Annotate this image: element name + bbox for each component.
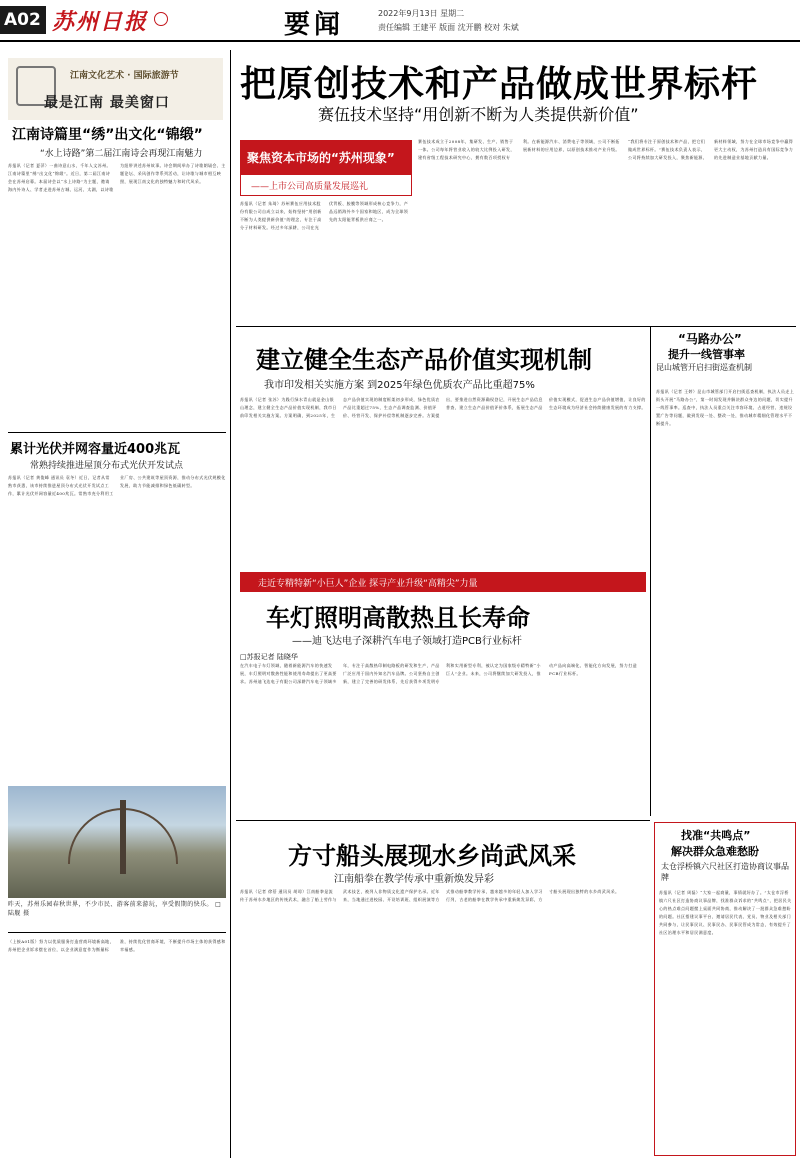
car-subhead: ——迪飞达电子深耕汽车电子领域打造PCB行业标杆 [292, 636, 522, 647]
side-text: 苏报讯（记者 王婷）昆山市城管部门开启扫街巡查机制，执法人员走上街头开展“马路办公”，第一时间发现并解决群众身边的问题，切实提升一线管事率。巡查中，执法人员重点关注市容环境、占道经营、违规设置广告等问题，做到发现一处、整改一处，推动城市精细化管理水平不断提升。 [656, 389, 795, 426]
kicker-subtitle: ——上市公司高质量发展巡礼 [251, 182, 369, 192]
lead-text-c: “我们将专注于原创技术和产品，把它们做成世界标杆。”赛伍技术负责人表示，公司将持续加大研发投入，聚焦新能源、新材料领域，努力在全球市场竞争中赢得更大主动权，为苏州打造具有国际竞争力的先进制造业基地贡献力量。 [628, 139, 794, 160]
continued-body [8, 938, 226, 1156]
car-byline: □苏报记者 陆晓华 [240, 653, 298, 661]
specialist-banner [240, 572, 646, 592]
box-body [659, 889, 793, 1153]
side-subtitle: 提升一线管事率 [668, 348, 745, 361]
lead-rule [236, 326, 796, 327]
story1-subtitle: “水上诗路”第二届江南诗会再现江南魅力 [40, 149, 203, 159]
left-divider-2 [8, 932, 226, 933]
boat-subhead: 江南船拳在教学传承中重新焕发异彩 [334, 874, 494, 885]
masthead-dot [154, 12, 168, 26]
box-subtitle-2: 太仓浮桥镇六尺社区打造协商议事品牌 [661, 862, 789, 882]
editors-line: 责任编辑 王建平 版面 沈开鹏 校对 朱斌 [378, 23, 519, 32]
boat-headline: 方寸船头展现水乡尚武风采 [288, 842, 576, 870]
photo-caption: 昨天，苏州乐园春秋世界，不少市民、游客前来游玩，享受假期的快乐。 [8, 901, 213, 908]
box-text: 苏报讯（记者 周磊）“大家一起商量，事情就好办了。”太仓市浮桥镇六尺社区打造协商议事品牌，找准群众诉求的“共鸣点”，把居民关心的热点难点问题摆上桌面共同协商，推动解决了一批群众急难愁盼的问题。社区搭建议事平台，邀请居民代表、党员、物业及相关部门共同参与，让民事民议、民事民办、民事民管成为常态，有效提升了社区治理水平和居民满意度。 [659, 890, 792, 935]
box-subtitle-1: 解决群众急难愁盼 [671, 845, 759, 858]
story1-body [8, 162, 226, 430]
page-number-block [0, 6, 46, 34]
date-line: 2022年9月13日 星期二 [378, 9, 465, 18]
continued-text: （上接A01版）努力以优质服务打造营商环境新高地，苏州把企业诉求摆在首位，以企业满意度作为衡量标准，持续优化营商环境，不断提升市场主体的获得感和幸福感。 [8, 939, 226, 952]
boat-body [240, 888, 646, 1154]
story2-subtitle: 常熟持续推进屋顶分布式光伏开发试点 [30, 461, 184, 471]
eco-text: 苏报讯（记者 张苏）为践行绿水青山就是金山银山理念，建立健全生态产品价值实现机制，我市日前印发相关实施方案。方案明确，到2025年，生态产品价值实现的制度框架初步形成，绿色优质农产品比重超过75%，生态产品调查监测、价值评价、经营开发、保护补偿等机制逐步完善。方案提出，要推进自然资源确权登记，开展生态产品信息普查，建立生态产品价值评价体系，拓展生态产品价值实现模式，促进生态产品价值增值，让良好的生态环境成为经济社会持续健康发展的有力支撑。 [240, 397, 646, 418]
eco-subhead: 我市印发相关实施方案 到2025年绿色优质农产品比重超75% [264, 380, 535, 391]
masthead-rule [0, 40, 800, 42]
ride-tower [120, 800, 126, 874]
lead-body-b [418, 138, 622, 318]
boat-rule [236, 820, 650, 821]
car-text: 在汽车电子车灯领域，随着新能源汽车的快速发展，车灯照明对散热性能和使用寿命提出了更高要求。苏州迪飞达电子有限公司深耕汽车电子领域多年，专注于高散热印制电路板的研发和生产，产品广泛应用于国内外知名汽车品牌。公司坚持自主创新，建立了完善的研发体系，先后获得多项发明专利和实用新型专利，被认定为国家级专精特新“小巨人”企业。未来，公司将继续加大研发投入，推动产品向高端化、智能化方向发展，努力打造PCB行业标杆。 [240, 663, 637, 684]
amusement-park-photo [8, 786, 226, 898]
masthead [0, 0, 800, 46]
car-body [240, 662, 646, 816]
banner-bottom-text: 最是江南 最美窗口 [44, 95, 170, 111]
car-headline: 车灯照明高散热且长寿命 [266, 604, 530, 632]
capital-kicker-box [240, 140, 412, 196]
lead-headline: 把原创技术和产品做成世界标杆 [240, 64, 759, 105]
specialist-banner-text: 走近专精特新“小巨人”企业 探寻产业升级“高精尖”力量 [258, 579, 478, 589]
story1-title: 江南诗篇里“绣”出文化“锦缎” [12, 127, 203, 143]
box-title: 找准“共鸣点” [681, 829, 751, 842]
paper-name: 苏州日报 [52, 9, 149, 35]
lead-body-a [240, 200, 412, 320]
side-sub2: 昆山城管开启扫街巡查机制 [656, 363, 752, 372]
community-box [654, 822, 796, 1156]
side-column-rule [650, 326, 651, 816]
side-body [656, 388, 796, 808]
lead-text-b: 赛伍技术成立于2008年，集研发、生产、销售于一体。公司每年将营业收入的较大比例投入研发，建有省级工程技术研究中心，拥有数百项授权专利。在新能源汽车、消费电子等领域，公司不断拓展新材料的应用边界，以原创技术推动产业升级。 [418, 139, 620, 160]
lead-body-c [628, 138, 794, 318]
culture-banner [8, 58, 223, 120]
side-title: “马路办公” [678, 332, 742, 346]
boat-text: 苏报讯（记者 徐蓓 通讯员 胡琼）江南船拳是流传于苏州水乡地区的传统武术，融合了船上劳作与武术技艺，被列入非物质文化遗产保护名录。近年来，当地通过进校园、开设培训班、组织展演等方式推动船拳教学传承，越来越多的年轻人加入学习行列，古老的船拳在教学传承中重新焕发异彩，方寸船头展现出独特的水乡尚武风采。 [240, 889, 620, 902]
story2-body [8, 474, 226, 782]
eco-headline: 建立健全生态产品价值实现机制 [256, 346, 592, 374]
section-title: 要闻 [284, 10, 345, 40]
left-column-rule [230, 50, 231, 1158]
kicker-title: 聚焦资本市场的“苏州现象” [247, 151, 395, 165]
lead-subhead: 赛伍技术坚持“用创新不断为人类提供新价值” [318, 105, 639, 124]
photo-caption-box [8, 900, 226, 928]
eco-body [240, 396, 646, 564]
banner-top-text: 江南文化艺术 · 国际旅游节 [70, 71, 179, 81]
story2-text: 苏报讯（记者 黄俊峰 通讯员 袁冬）近日，记者从常熟市获悉，该市持续推进屋顶分布式光伏开发试点工作，累计光伏并网容量近400兆瓦。常熟市充分利用工业厂房、公共建筑等屋顶资源，推动分布式光伏规模化发展，助力节能减排和绿色低碳转型。 [8, 475, 226, 496]
story2-title: 累计光伏并网容量近400兆瓦 [10, 442, 181, 457]
photo-credit: □陆舰 摄 [8, 901, 222, 917]
left-divider-1 [8, 432, 226, 433]
page-number: A02 [4, 10, 41, 30]
story1-text: 苏报讯（记者 夏萍）一曲诗意山水，千年人文苏州。江南诗篇里“绣”出文化“锦缎”。近日，第二届江南诗会在苏州启幕。本届诗会以“水上诗路”为主题，邀请海内外诗人、学者走进苏州古城、运河、太湖，以诗歌为纽带讲述苏州故事。诗会期间举办了诗歌朗诵会、主题论坛、采风创作等系列活动，让诗歌与城市相互映照，展现江南文化的独特魅力和时代风采。 [8, 163, 226, 192]
lead-text-a: 苏报讯（记者 朱琦）苏州赛伍应用技术股份有限公司自成立以来，始终坚持“用创新不断为人类提供新价值”的理念，专注于高分子材料研发。经过多年深耕，公司在光伏背板、胶膜等领域形成核心竞争力，产品远销海外多个国家和地区，成为全球领先的太阳能背板供应商之一。 [240, 201, 409, 230]
